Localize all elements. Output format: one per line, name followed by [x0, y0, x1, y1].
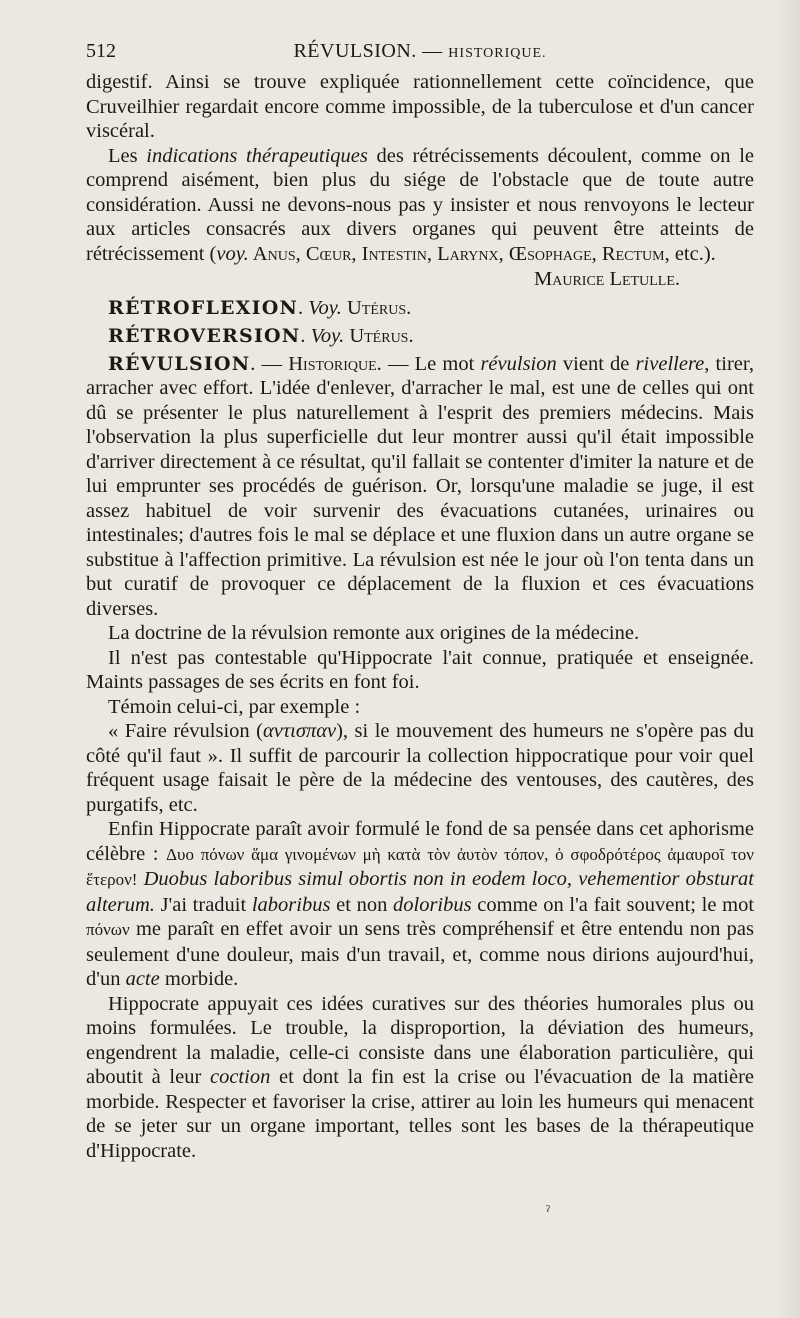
page-body	[86, 70, 754, 1163]
paragraph-continuation: digestif. Ainsi se trouve expliquée rationnellement cette coïncidence, que Cruveilhier regardait encore comme impossible, de la tuberculose et d'un cancer viscéral.	[86, 71, 754, 142]
text-run: Hippocrate appuyait ces idées curatives sur des théories humorales plus ou moins formulées. Le trouble, la disproportion, la déviation des humeurs, engendrent la maladie, celle-ci consiste dans une élaboration particulière, qui aboutit à leur	[86, 992, 754, 1088]
cross-references: Anus, Cœur, Intestin, Larynx, Œsophage, Rectum,	[248, 242, 670, 265]
entry-retroflexion: RÉTROFLEXION. Voy. Utérus.	[108, 296, 412, 319]
entry-headword: RÉTROFLEXION	[108, 296, 299, 319]
paragraph-doctrine: La doctrine de la révulsion remonte aux origines de la médecine.	[108, 622, 640, 644]
entry-headword: RÉTROVERSION	[108, 325, 301, 347]
paragraph-indications	[86, 144, 754, 267]
entry-headword: RÉVULSION	[108, 352, 251, 375]
text-run: des rétrécissements découlent, comme on le comprend aisément, bien plus du siége de l'obstacle que de toute autre considération. Aussi ne devons-nous pas y insister et nous renvoyons le lecteur aux articles consacrés aux divers organes qui peuvent être atteints de rétrécissement (	[86, 144, 754, 265]
greek-word: πόνων	[86, 920, 130, 939]
section-label: Historique.	[288, 352, 382, 375]
text-run: comme on l'a fait souvent; le mot	[471, 893, 755, 916]
latin-aphorism: Duobus laboribus simul obortis non in eodem loco, vehementior obsturat alterum.	[86, 868, 754, 916]
cross-reference: Utérus.	[349, 325, 414, 347]
paragraph-theories	[86, 992, 754, 1164]
running-title-sub: HISTORIQUE.	[448, 46, 547, 61]
paragraph-quote	[86, 719, 754, 817]
page-edge-shadow	[774, 0, 800, 1318]
ink-speck: ˀ	[546, 1203, 550, 1220]
text-run: Enfin Hippocrate paraît avoir formulé le fond de sa pensée dans cet aphorisme célèbre :	[86, 818, 754, 865]
voy-abbrev: Voy.	[310, 325, 345, 347]
greek-aphorism: Δυο πόνων ἅμα γινομένων μὴ κατὰ τὸν ἀυτὸν τόπον, ὁ σφοδρότέρος ἀμαυροῖ τον ἕτερον!	[86, 844, 754, 889]
page-number: 512	[86, 40, 116, 62]
running-title-main: RÉVULSION. —	[293, 40, 449, 62]
text-run: et non	[330, 893, 393, 916]
italic-term: indications thérapeutiques	[146, 144, 368, 167]
paragraph-aphorism	[86, 817, 754, 992]
author-signature: Maurice Letulle.	[534, 268, 680, 290]
text-run: J'ai traduit	[154, 893, 252, 916]
italic-term: doloribus	[393, 893, 472, 916]
text-run: , tirer, arracher avec effort. L'idée d'enlever, d'arracher le mal, est une de celles qui ont dû se présenter le plus naturellement à l'esprit des premiers médecins. Mais l'observation la plus superficielle dut leur montrer aussi qu'il était impossible d'arriver directement à ce résultat, qu'il fallait se contenter d'imiter la nature et de lui emprunter ses procédés de guérison. Or, lorsqu'une maladie se juge, il est assez habituel de voir survenir des évacuations cutanées, urinaires ou intestinales; d'autres fois le mal se déplace et une fluxion dans un autre organe se substitue à l'affection primitive. La révulsion est née le jour où l'on tenta dans un but curatif de provoquer ce déplacement de la fluxion et ces évacuations diverses.	[86, 352, 754, 620]
text-run: — Le mot	[381, 352, 481, 375]
text-run: ), si le mouvement des humeurs ne s'opère pas du côté qu'il faut ». Il suffit de parcourir la collection hippocratique pour voir quel fréquent usage faisait le père de la médecine des ventouses, des cautères, des purgatifs, etc.	[86, 720, 754, 816]
italic-term: coction	[209, 1066, 271, 1088]
voy-abbrev: Voy.	[308, 296, 342, 319]
greek-word: αντισπαν	[262, 720, 337, 742]
text-run: morbide.	[159, 968, 239, 990]
text-run: Les	[108, 144, 147, 167]
italic-term: acte	[125, 968, 160, 990]
text-run: et dont la fin est la crise ou l'évacuation de la matière morbide. Respecter et favoriser la crise, attirer au loin les humeurs qui menacent de se jeter sur un organe important, telles sont les bases de la thérapeutique d'Hippocrate.	[86, 1066, 754, 1162]
text-run: etc.).	[669, 242, 716, 265]
text-run: . —	[250, 352, 289, 375]
paragraph-hippocrate: Il n'est pas contestable qu'Hippocrate l'ait connue, pratiquée et enseignée. Maints passages de ses écrits en font foi.	[86, 646, 754, 693]
entry-revulsion	[86, 352, 754, 622]
text-run: « Faire révulsion (	[108, 720, 263, 742]
text-run: vient de	[556, 352, 636, 375]
italic-term: révulsion	[480, 352, 557, 375]
italic-term: laboribus	[251, 893, 331, 916]
running-title	[86, 40, 754, 63]
paragraph-temoin: Témoin celui-ci, par exemple :	[108, 695, 361, 718]
voy-abbrev: voy.	[216, 242, 249, 265]
text-run: me paraît en effet avoir un sens très compréhensif et être entendu non pas seulement d'une douleur, mais d'un travail, et, comme nous dirions aujourd'hui, d'un	[86, 918, 754, 990]
cross-reference: Utérus.	[347, 296, 412, 319]
entry-retroversion: RÉTROVERSION. Voy. Utérus.	[108, 325, 414, 347]
italic-term: rivellere	[635, 352, 705, 375]
